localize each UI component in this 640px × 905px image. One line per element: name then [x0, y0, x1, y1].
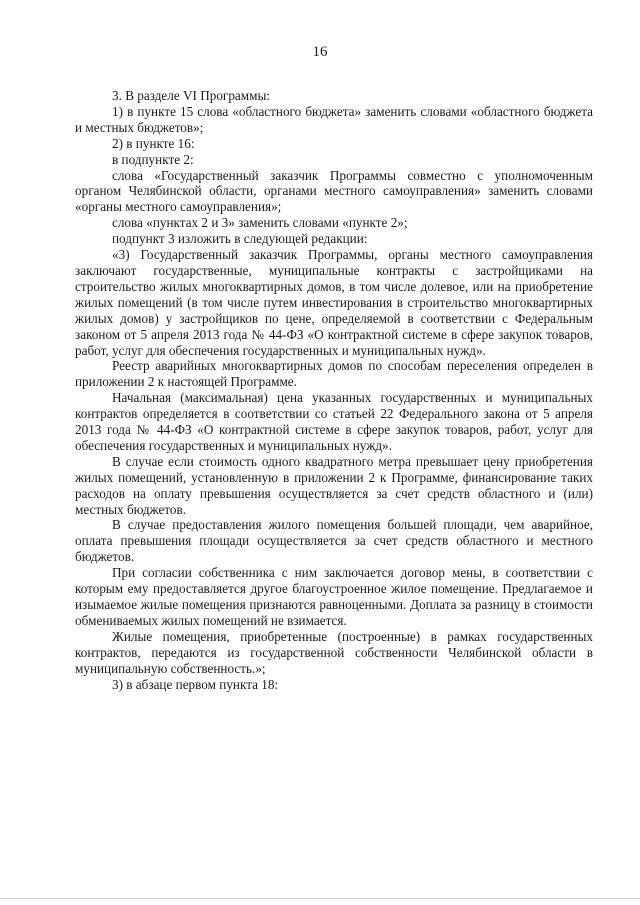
scan-edge-line — [0, 898, 640, 899]
paragraph: 3. В разделе VI Программы: — [112, 88, 270, 103]
paragraph: 1) в пункте 15 слова «областного бюджета» заменить словами «областного бюджета и местных бюджетов»; — [75, 103, 593, 135]
paragraph: в подпункте 2: — [112, 151, 194, 167]
paragraph: слова «пунктах 2 и 3» заменить словами «пункте 2»; — [112, 215, 408, 231]
paragraph: «3) Государственный заказчик Программы, органы местного самоуправления заключают государственные, муниципальные контракты с застройщиками на строительство жилых многоквартирных домов, в том числе долевое, или на приобретение жилых помещений (в том числе путем инвестирования в строительство многоквартирных жилых домов) у застройщиков по цене, определяемой в соответствии с Федеральным законом от 5 апреля 2013 года № 44-ФЗ «О контрактной системе в сфере закупок товаров, работ, услуг для обеспечения государственных и муниципальных нужд». — [75, 247, 593, 358]
paragraph: Реестр аварийных многоквартирных домов по способам переселения определен в приложении 2 к настоящей Программе. — [75, 358, 593, 390]
paragraph: В случае предоставления жилого помещения большей площади, чем аварийное, оплата превышения площади осуществляется за счет средств областного и местного бюджетов. — [75, 517, 593, 565]
page-number: 16 — [312, 44, 328, 60]
paragraph: подпункт 3 изложить в следующей редакции: — [112, 231, 368, 247]
document-body — [75, 88, 593, 692]
paragraph: В случае если стоимость одного квадратного метра превышает цену приобретения жилых помещений, установленную в приложении 2 к Программе, финансирование таких расходов на оплату превышения осуществляется за счет средств областного и (или) местных бюджетов. — [75, 453, 593, 517]
paragraph: слова «Государственный заказчик Программы совместно с уполномоченным органом Челябинской области, органами местного самоуправления» заменить словами «органы местного самоуправления»; — [75, 167, 593, 215]
paragraph: Начальная (максимальная) цена указанных государственных и муниципальных контрактов определяется в соответствии со статьей 22 Федерального закона от 5 апреля 2013 года № 44-ФЗ «О контрактной системе в сфере закупок товаров, работ, услуг для обеспечения государственных и муниципальных нужд». — [75, 390, 593, 453]
paragraph: 3) в абзаце первом пункта 18: — [112, 676, 279, 692]
paragraph: Жилые помещения, приобретенные (построенные) в рамках государственных контрактов, передаются из государственной собственности Челябинской области в муниципальную собственность.»; — [75, 628, 593, 676]
paragraph: При согласии собственника с ним заключается договор мены, в соответствии с которым ему предоставляется другое благоустроенное жилое помещение. Предлагаемое и изымаемое жилые помещения признаются равноценными. Доплата за разницу в стоимости обмениваемых жилых помещений не взимается. — [75, 565, 593, 628]
paragraph: 2) в пункте 16: — [112, 135, 195, 151]
